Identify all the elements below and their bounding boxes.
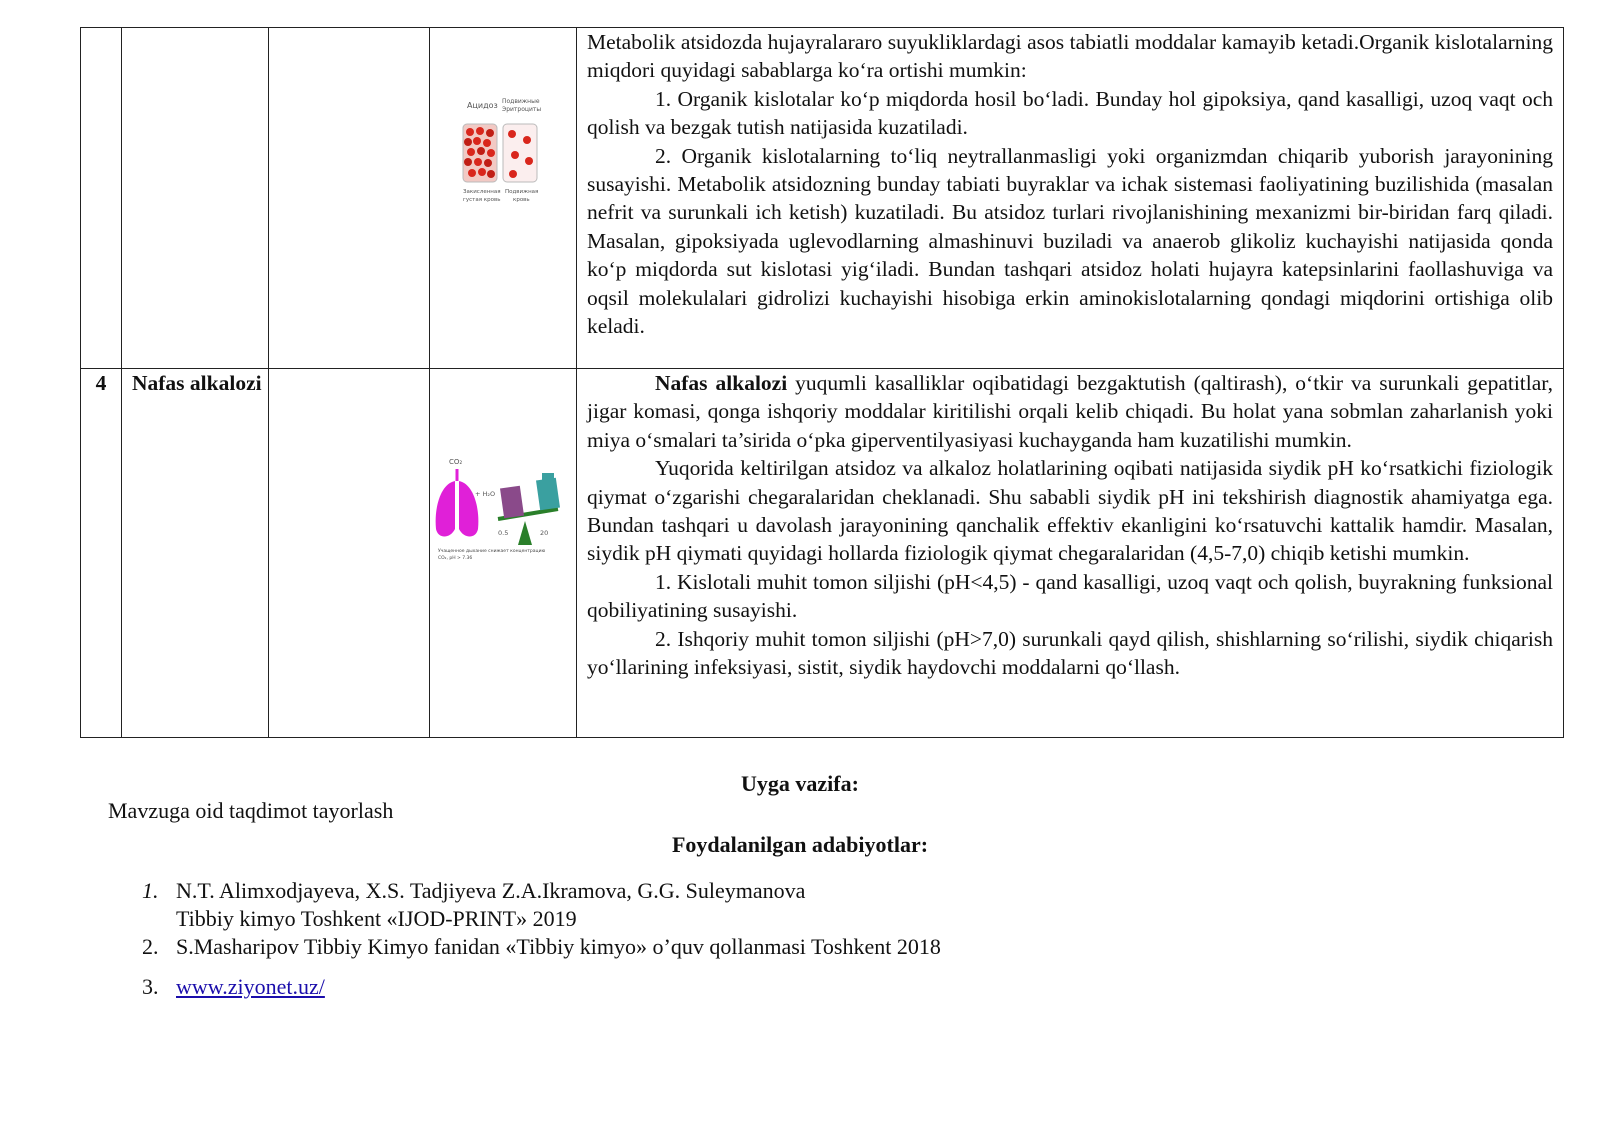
caption-line-1: Учащенное дыхание снижает концентрацию — [438, 549, 546, 554]
row-name-cell — [122, 28, 269, 369]
homework-heading: Uyga vazifa: — [741, 771, 859, 796]
paragraph: 1. Kislotali muhit tomon siljishi (pH<4,5) - qand kasalligi, uzoq vaqt och qolish, buyrakning funksional qobiliyatining susayishi. — [587, 569, 1553, 623]
references-heading: Foydalanilgan adabiyotlar: — [671, 832, 929, 857]
paragraph: 1. Organik kislotalar ko‘p miqdorda hosil bo‘ladi. Bunday hol gipoksiya, qand kasalligi, uzoq vaqt och qolish va bezgak tutish natijasida kuzatiladi. — [587, 86, 1553, 140]
content-table — [80, 27, 1564, 738]
empty-cell — [269, 369, 430, 738]
caption-mobile-1: Подвижная — [505, 189, 539, 195]
caption-dense-1: Закисленная — [463, 189, 501, 195]
references-list — [142, 877, 941, 1001]
paragraph — [587, 369, 1553, 454]
row-name-cell: Nafas alkalozi — [122, 369, 269, 738]
scale-label-left: 0.5 — [498, 529, 509, 537]
mobile-blood-tile — [503, 124, 537, 182]
paragraph: 2. Ishqoriy muhit tomon siljishi (pH>7,0) surunkali qayd qilish, shishlarning so‘rilishi, siydik chiqarish yo‘llarining infeksiyasi, sistit, siydik haydovchi moddalarni qo‘llash. — [587, 626, 1553, 680]
table-row — [81, 28, 1564, 369]
acidosis-illustration — [430, 28, 576, 368]
lungs-icon — [436, 469, 479, 537]
list-item — [142, 933, 941, 961]
reference-line: N.T. Alimxodjayeva, X.S. Tadjiyeva Z.A.Ikramova, G.G. Suleymanova — [176, 878, 806, 903]
respiratory-alkalosis-illustration — [430, 369, 576, 737]
caption-mobile-2: кровь — [513, 197, 530, 203]
list-number: 2. — [142, 934, 159, 959]
homework-text: Mavzuga oid taqdimot tayorlash — [108, 798, 394, 823]
label-acidosis: Ацидоз — [467, 101, 498, 110]
list-item — [142, 973, 941, 1001]
list-item — [142, 877, 941, 933]
paragraph: 2. Organik kislotalarning to‘liq neytrallanmasligi yoki organizmdan chiqarib yuborish jarayonining susayishi. Metabolik atsidozning bunday tabiati buyraklar va ichak sistemasi faoliyatining buzilishida (masalan nefrit va surunkali ich ketish) kuzatiladi. Bu atsidoz turlari rivojlanishining mexanizmi bir-biridan farq qiladi. Masalan, gipoksiyada uglevodlarning almashinuvi buziladi va anaerob glikoliz kuchayishi natijasida qonda ko‘p miqdorda sut kislotasi yig‘iladi. Bundan tashqari atsidoz holati hujayra katepsinlarini faollashuviga va oqsil molekulalari gidrolizi kuchayishi hisobiga erkin aminokislotalarning qondagi miqdorini ortishiga olib keladi. — [587, 143, 1553, 339]
paragraph: Metabolik atsidozda hujayralararo suyukliklardagi asos tabiatli moddalar kamayib ketadi.Organik kislotalarning miqdori quyidagi sabablarga ko‘ra ortishi mumkin: — [587, 30, 1553, 83]
reference-line: S.Masharipov Tibbiy Kimyo fanidan «Tibbiy kimyo» o’quv qollanmasi Toshkent 2018 — [176, 934, 941, 959]
empty-cell — [269, 28, 430, 369]
list-number: 3. — [142, 974, 159, 999]
label-co2: CO₂ — [449, 458, 463, 466]
paragraph-rest: yuqumli kasalliklar oqibatidagi bezgaktutish (qaltirash), o‘tkir va surunkali gepatitlar, jigar komasi, qonga ishqoriy moddalar kiritilishi orqali kelib chiqadi. Bu holat yana sobmlan zaharlanish yoki miya o‘smalari ta’sirida o‘pka giperventilyasiyasi kuchayganda ham kuzatilishi mumkin. — [587, 371, 1553, 452]
scale-label-right: 20 — [540, 529, 549, 537]
list-number: 1. — [142, 878, 159, 903]
ziyonet-link[interactable]: www.ziyonet.uz/ — [176, 974, 325, 999]
paragraph: Yuqorida keltirilgan atsidoz va alkaloz holatlarining oqibati natijasida siydik pH ko‘rsatkichi fiziologik qiymat o‘zgarishi chegaralaridan cheklanadi. Shu sababli siydik pH ini tekshirish diagnostik ahamiyatga ega. Bundan tashqari u davolash jarayonining qanchalik effektiv ekanligini ko‘rsatuvchi kattalik hamdir. Masalan, siydik pH qiymati quyidagi hollarda fiziologik qiymat chegaralaridan (4,5-7,0) chiqib ketishi mumkin. — [587, 456, 1553, 566]
description-cell — [577, 28, 1564, 369]
label-h2o: + H₂O — [475, 490, 496, 498]
description-cell — [577, 369, 1564, 738]
row-number-cell: 4 — [81, 369, 122, 738]
reference-line: Tibbiy kimyo Toshkent «IJOD-PRINT» 2019 — [176, 906, 577, 931]
row-number-cell — [81, 28, 122, 369]
table-row — [81, 369, 1564, 738]
term-bold: Nafas alkalozi — [655, 371, 788, 395]
label-erythrocytes: Эритроциты — [502, 106, 542, 113]
label-mobile: Подвижные — [502, 98, 540, 105]
image-cell — [430, 369, 577, 738]
image-cell — [430, 28, 577, 369]
caption-line-2: CO₂, pH > 7.36 — [438, 556, 473, 561]
caption-dense-2: густая кровь — [463, 197, 501, 203]
